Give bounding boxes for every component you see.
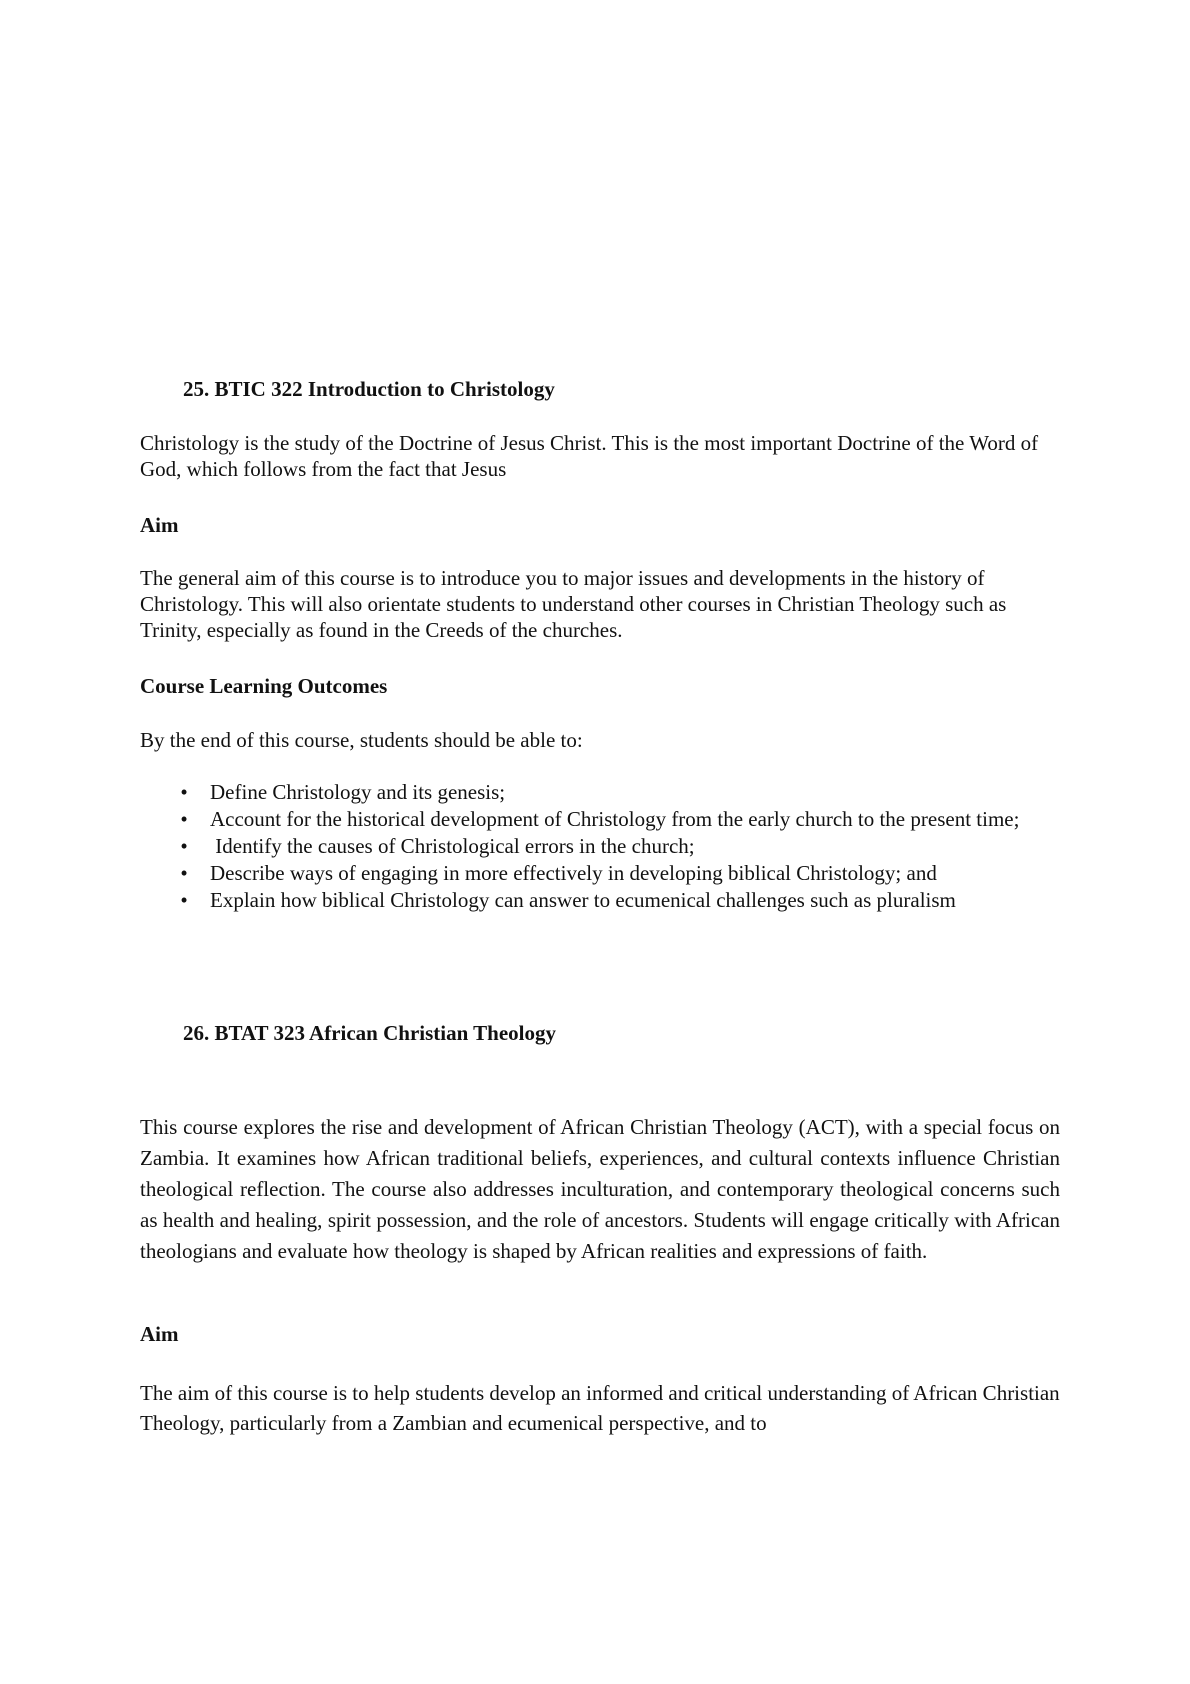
list-item <box>178 887 1078 914</box>
christology-aim-heading: Aim <box>140 513 179 537</box>
list-item <box>178 833 1078 860</box>
african-theology-aim-paragraph: The aim of this course is to help students develop an informed and critical understanding of African Christian Theology, particularly from a Zambian and ecumenical perspective, and to <box>140 1381 1060 1435</box>
bullet-icon: • <box>180 780 188 804</box>
list-item-text: Identify the causes of Christological errors in the church; <box>210 834 695 858</box>
learning-outcomes-heading: Course Learning Outcomes <box>140 674 388 698</box>
bullet-icon: • <box>180 888 188 912</box>
section-heading-christology: 25. BTIC 322 Introduction to Christology <box>183 377 555 401</box>
christology-intro-paragraph: Christology is the study of the Doctrine of Jesus Christ. This is the most important Doctrine of the Word of God, which follows from the fact that Jesus <box>140 431 1039 481</box>
list-item-text: Define Christology and its genesis; <box>210 780 506 804</box>
bullet-icon: • <box>180 834 188 858</box>
african-theology-aim-heading: Aim <box>140 1322 179 1346</box>
list-item <box>178 860 1078 887</box>
learning-outcomes-intro: By the end of this course, students should be able to: <box>140 728 583 752</box>
christology-aim-paragraph: The general aim of this course is to introduce you to major issues and developments in the history of Christology. This will also orientate students to understand other courses in Christian Theology such as Trinity, especially as found in the Creeds of the churches. <box>140 566 1007 642</box>
african-theology-description: This course explores the rise and development of African Christian Theology (ACT), with a special focus on Zambia. It examines how African traditional beliefs, experiences, and cultural contexts influence Christian theological reflection. The course also addresses inculturation, and contemporary theological concerns such as health and healing, spirit possession, and the role of ancestors. Students will engage critically with African theologians and evaluate how theology is shaped by African realities and expressions of faith. <box>140 1115 1060 1263</box>
list-item-text: Explain how biblical Christology can answer to ecumenical challenges such as pluralism <box>210 888 956 912</box>
section-heading-african-theology: 26. BTAT 323 African Christian Theology <box>183 1021 556 1045</box>
bullet-icon: • <box>180 861 188 885</box>
learning-outcomes-list <box>178 779 1078 914</box>
list-item-text: Account for the historical development of Christology from the early church to the present time; <box>210 807 1020 831</box>
bullet-icon: • <box>180 807 188 831</box>
list-item-text: Describe ways of engaging in more effectively in developing biblical Christology; and <box>210 861 937 885</box>
list-item <box>178 806 1078 833</box>
list-item <box>178 779 1078 806</box>
